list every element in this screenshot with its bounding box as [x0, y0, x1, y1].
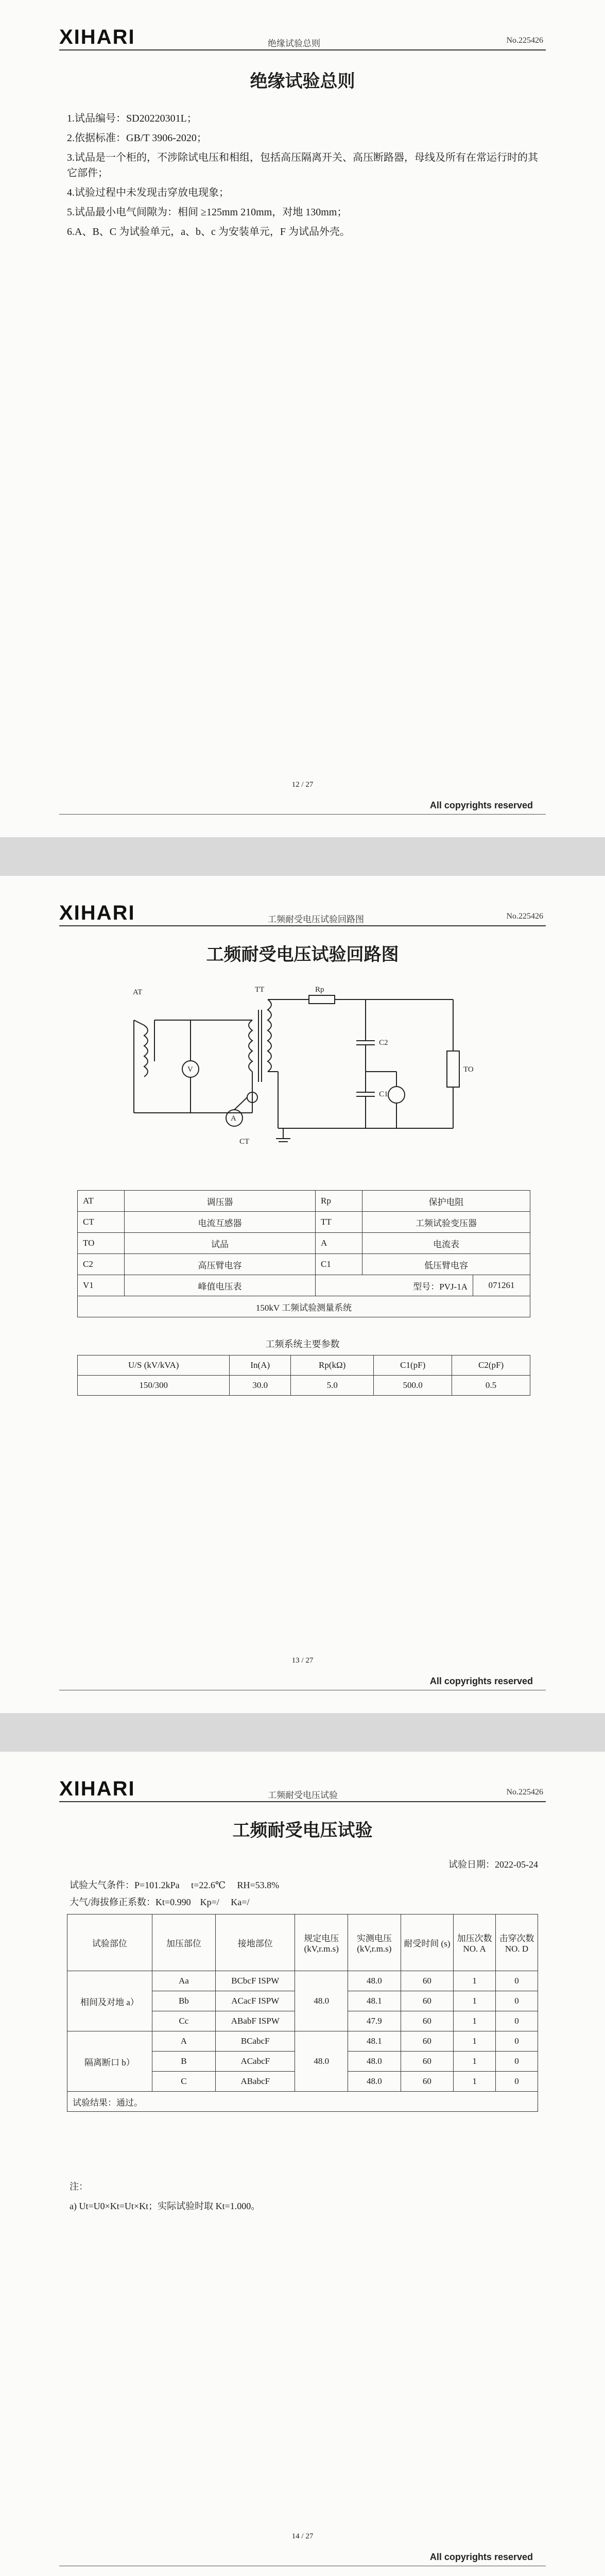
rule-item: 4.试验过程中未发现击穿放电现象； [67, 187, 229, 198]
label-rp: Rp [315, 986, 324, 994]
table-header: 耐受时间 (s) [401, 1914, 454, 1971]
table-row [67, 2031, 538, 2052]
rule-item: 3.试品是一个柜的，不涉除试电压和相组，包括高压隔离开关、高压断路器，母线及所有在常运行时的其它部件； [67, 152, 538, 179]
table-cell: 工频试验变压器 [362, 1212, 530, 1233]
group-label: 隔离断口 b） [67, 2031, 152, 2092]
table-cell: 1 [454, 1991, 496, 2011]
table-cell: ABabF ISPW [216, 2011, 295, 2031]
table-cell: 0 [496, 2011, 538, 2031]
page-title: 绝缘试验总则 [250, 72, 355, 91]
params-caption: 工频系统主要参数 [265, 1339, 340, 1349]
page-1 [0, 0, 605, 837]
table-row [67, 1971, 538, 1991]
table-cell: 60 [401, 2011, 454, 2031]
table-cell: AT [78, 1191, 125, 1212]
params-table [77, 1355, 530, 1396]
table-row [78, 1275, 530, 1296]
table-cell: 电流互感器 [125, 1212, 316, 1233]
table-header: 实测电压 (kV,r.m.s) [348, 1914, 401, 1971]
table-cell: 47.9 [348, 2011, 401, 2031]
header-title: 工频耐受电压试验 [268, 1790, 338, 1800]
table-cell: Rp [316, 1191, 362, 1212]
label-c1: C1 [379, 1090, 388, 1098]
copyright-notice: All copyrights reserved [429, 2552, 533, 2562]
table-cell: 0 [496, 2031, 538, 2052]
table-header: U/S (kV/kVA) [78, 1355, 230, 1376]
table-cell: CT [78, 1212, 125, 1233]
table-cell: 1 [454, 2031, 496, 2052]
table-cell: Aa [152, 1971, 215, 1991]
table-cell: 5.0 [291, 1376, 374, 1396]
table-header: C1(pF) [374, 1355, 452, 1376]
table-cell: 48.0 [295, 2031, 348, 2092]
copyright-notice: All copyrights reserved [429, 800, 533, 810]
table-cell: BCabcF [216, 2031, 295, 2052]
table-cell: A [152, 2031, 215, 2052]
table-cell: 调压器 [125, 1191, 316, 1212]
page-2 [0, 876, 605, 1713]
footer-divider [59, 814, 546, 815]
table-cell: 150/300 [78, 1376, 230, 1396]
table-cell: 60 [401, 1991, 454, 2011]
table-row [78, 1376, 530, 1396]
label-c2: C2 [379, 1039, 388, 1047]
table-cell: 保护电阻 [362, 1191, 530, 1212]
table-header: C2(pF) [452, 1355, 530, 1376]
table-cell: 48.0 [295, 1971, 348, 2031]
table-header: 击穿次数 NO. D [496, 1914, 538, 1971]
table-cell: 0 [496, 2072, 538, 2092]
table-cell: 48.1 [348, 1991, 401, 2011]
table-cell: 48.1 [348, 2031, 401, 2052]
equipment-table [77, 1190, 530, 1317]
label-a: A [231, 1114, 236, 1123]
table-cell: 0.5 [452, 1376, 530, 1396]
table-cell: Cc [152, 2011, 215, 2031]
header-divider [59, 1801, 546, 1802]
page-number: 14 / 27 [291, 2532, 314, 2540]
table-cell: 0 [496, 1971, 538, 1991]
table-row [78, 1233, 530, 1254]
table-row [78, 1191, 530, 1212]
result-text: 试验结果：通过。 [67, 2092, 538, 2112]
copyright-notice: All copyrights reserved [429, 1676, 533, 1686]
table-cell: 电流表 [362, 1233, 530, 1254]
table-cell: 峰值电压表 [125, 1275, 316, 1296]
table-cell: 30.0 [230, 1376, 291, 1396]
table-cell: 型号：PVJ-1A [316, 1275, 473, 1296]
table-row [67, 2092, 538, 2112]
table-row [78, 1212, 530, 1233]
label-tt: TT [255, 986, 265, 994]
table-cell: V1 [78, 1275, 125, 1296]
table-cell: B [152, 2052, 215, 2072]
circuit-diagram [124, 979, 494, 1149]
table-cell: ABabcF [216, 2072, 295, 2092]
page-3 [0, 1752, 605, 2576]
table-header: 试验部位 [67, 1914, 152, 1971]
test-results-table [67, 1914, 538, 2112]
header-title: 工频耐受电压试验回路图 [268, 914, 364, 924]
table-cell: 500.0 [374, 1376, 452, 1396]
table-header: 加压次数 NO. A [454, 1914, 496, 1971]
table-cell: C2 [78, 1254, 125, 1275]
test-date: 试验日期：2022-05-24 [448, 1859, 538, 1870]
table-cell: BCbcF ISPW [216, 1971, 295, 1991]
correction-factors: 大气/海拔修正系数：Kt=0.990 Kp=/ Ka=/ [70, 1897, 250, 1907]
atmospheric-conditions: 试验大气条件：P=101.2kPa t=22.6℃ RH=53.8% [70, 1880, 280, 1890]
table-cell: TT [316, 1212, 362, 1233]
table-cell: 1 [454, 2072, 496, 2092]
table-cell: 试品 [125, 1233, 316, 1254]
table-cell: ACacF ISPW [216, 1991, 295, 2011]
rules-list [67, 111, 538, 244]
table-cell: 低压臂电容 [362, 1254, 530, 1275]
table-cell: 60 [401, 1971, 454, 1991]
table-cell: C [152, 2072, 215, 2092]
company-logo: XIHARI [59, 1777, 135, 1800]
table-caption: 150kV 工频试验测量系统 [78, 1296, 530, 1317]
table-cell: 48.0 [348, 2052, 401, 2072]
group-label: 相间及对地 a） [67, 1971, 152, 2031]
company-logo: XIHARI [59, 902, 135, 924]
table-cell: C1 [316, 1254, 362, 1275]
table-header: 接地部位 [216, 1914, 295, 1971]
table-header-row [67, 1914, 538, 1971]
report-number: No.225426 [506, 912, 543, 921]
table-header: 加压部位 [152, 1914, 215, 1971]
header-divider [59, 925, 546, 926]
rule-item: 6.A、B、C 为试验单元，a、b、c 为安装单元，F 为试品外壳。 [67, 226, 350, 238]
table-cell: TO [78, 1233, 125, 1254]
table-cell: 0 [496, 2052, 538, 2072]
table-cell: 60 [401, 2052, 454, 2072]
company-logo: XIHARI [59, 26, 135, 48]
table-header: Rp(kΩ) [291, 1355, 374, 1376]
label-to: TO [463, 1065, 474, 1074]
page-number: 13 / 27 [291, 1656, 314, 1665]
table-cell: 48.0 [348, 2072, 401, 2092]
table-cell: 1 [454, 2011, 496, 2031]
page-title: 工频耐受电压试验回路图 [206, 945, 399, 964]
header-title: 绝缘试验总则 [268, 39, 320, 48]
rule-item: 5.试品最小电气间隙为：相间 ≥125mm 210mm，对地 130mm； [67, 207, 348, 218]
table-cell: 071261 [473, 1275, 530, 1296]
table-cell: A [316, 1233, 362, 1254]
note-label: 注： [70, 2181, 88, 2192]
table-cell: 60 [401, 2031, 454, 2052]
table-cell: 1 [454, 2052, 496, 2072]
label-ct: CT [239, 1138, 250, 1146]
header-divider [59, 49, 546, 50]
table-header: In(A) [230, 1355, 291, 1376]
rule-item: 2.依据标准：GB/T 3906-2020； [67, 132, 207, 144]
table-header: 规定电压 (kV,r.m.s) [295, 1914, 348, 1971]
table-row [78, 1254, 530, 1275]
rule-item: 1.试品编号：SD20220301L； [67, 113, 197, 124]
table-cell: 0 [496, 1991, 538, 2011]
table-cell: 高压臂电容 [125, 1254, 316, 1275]
table-row [78, 1355, 530, 1376]
report-number: No.225426 [506, 1788, 543, 1797]
label-at: AT [133, 988, 143, 996]
page-title: 工频耐受电压试验 [232, 1821, 373, 1840]
report-number: No.225426 [506, 36, 543, 45]
label-v: V [187, 1065, 193, 1074]
table-cell: 1 [454, 1971, 496, 1991]
table-cell: Bb [152, 1991, 215, 2011]
table-cell: 48.0 [348, 1971, 401, 1991]
table-row [78, 1296, 530, 1317]
table-cell: ACabcF [216, 2052, 295, 2072]
note-formula: a) Ut=U0×Kt=Ut×Kt；实际试验时取 Kt=1.000。 [70, 2201, 261, 2211]
page-number: 12 / 27 [291, 781, 314, 789]
table-cell: 60 [401, 2072, 454, 2092]
